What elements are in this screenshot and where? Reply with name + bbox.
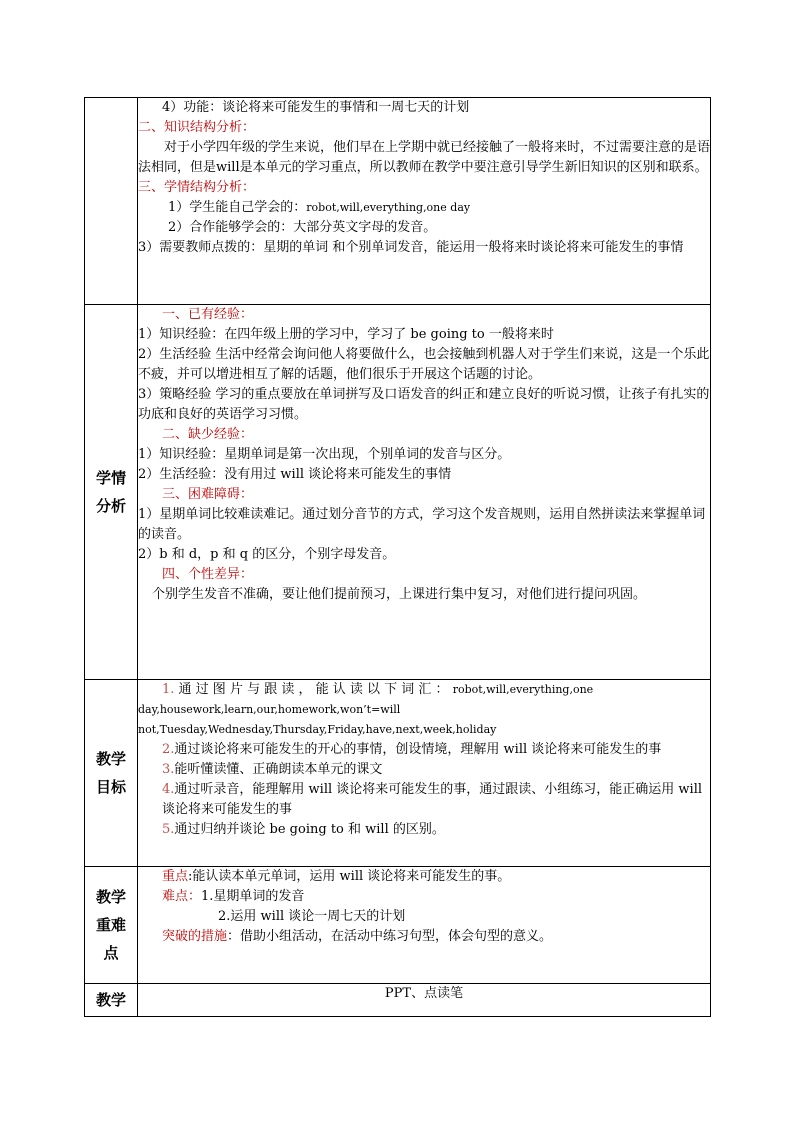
- content-cell-tools: PPT、点读笔: [138, 984, 711, 1017]
- paragraph: 2）b 和 d，p 和 q 的区分，个别字母发音。: [138, 547, 396, 562]
- section-heading: 三、学情结构分析：: [138, 180, 256, 195]
- content-cell-key-points: [138, 867, 711, 984]
- paragraph: 1）知识经验：星期单词是第一次出现，个别单词的发音与区分。: [138, 447, 511, 462]
- section-heading: 二、知识结构分析：: [138, 120, 256, 135]
- difficult-point: 难点：1.星期单词的发音: [162, 889, 305, 904]
- table-row: [85, 867, 711, 984]
- content-cell-learner: [138, 305, 711, 680]
- section-heading: 三、困难障碍：: [162, 487, 254, 502]
- section-heading: 二、缺少经验：: [162, 427, 254, 442]
- content-cell-goals: [138, 680, 711, 867]
- list-item: 1）学生能自己学会的：robot,will,everything,one day: [168, 200, 471, 215]
- paragraph: 1）星期单词比较难读难记。通过划分音节的方式，学习这个发音规则，运用自然拼读法来掌握单词的读音。: [138, 507, 706, 542]
- table-row: [85, 98, 711, 305]
- content-cell-analysis: [138, 98, 711, 305]
- goal-item: 3.能听懂读懂、正确朗读本单元的课文: [162, 762, 383, 777]
- paragraph: 2）生活经验 生活中经常会询问他人将要做什么，也会接触到机器人对于学生们来说，这是一个乐此不疲，并可以增进相互了解的话题，他们很乐于开展这个话题的讨论。: [138, 347, 710, 382]
- section-heading: 一、已有经验：: [162, 307, 254, 322]
- key-point: 重点:能认读本单元单词，运用 will 谈论将来可能发生的事。: [162, 869, 511, 884]
- table-row: [85, 680, 711, 867]
- goal-item: 5.通过归纳并谈论 be going to 和 will 的区别。: [162, 822, 445, 837]
- section-heading: 四、个性差异：: [162, 567, 254, 582]
- difficult-point: 2.运用 will 谈论一周七天的计划: [218, 909, 406, 924]
- goal-words: day,housework,learn,our,homework,won’t=will: [138, 703, 401, 716]
- table-row: [85, 305, 711, 680]
- measure: 突破的措施：借助小组活动，在活动中练习句型，体会句型的意义。: [162, 929, 553, 944]
- list-item: 3）需要教师点拨的：星期的单词 和个别单词发音，能运用一般将来时谈论将来可能发生的事情: [138, 240, 684, 255]
- paragraph: 2）生活经验：没有用过 will 谈论将来可能发生的事情: [138, 467, 452, 482]
- goal-item: 1. 通 过 图 片 与 跟 读 ， 能 认 读 以 下 词 汇 ： robot,will,everything,one: [162, 682, 594, 697]
- paragraph: 1）知识经验：在四年级上册的学习中，学习了 be going to 一般将来时: [138, 327, 554, 342]
- goal-item: 2.通过谈论将来可能发生的开心的事情，创设情境，理解用 will 谈论将来可能发生的事: [162, 742, 662, 757]
- row-label-learner-analysis: 学情 分析: [85, 305, 138, 680]
- paragraph: 3）策略经验 学习的重点要放在单词拼写及口语发音的纠正和建立良好的听说习惯，让孩子有扎实的功底和良好的英语学习习惯。: [138, 387, 710, 422]
- row-label-empty: [85, 98, 138, 305]
- list-item: 2）合作能够学会的：大部分英文字母的发音。: [168, 220, 437, 235]
- lesson-plan-table: [84, 97, 711, 1017]
- paragraph: 对于小学四年级的学生来说，他们早在上学期中就已经接触了一般将来时，不过需要注意的是语法相同，但是will是本单元的学习重点，所以教师在教学中要注意引导学生新旧知识的区别和联系。: [138, 140, 711, 175]
- row-label-key-difficult: 教学 重难 点: [85, 867, 138, 984]
- table-row: [85, 984, 711, 1017]
- paragraph: 个别学生发音不准确，要让他们提前预习，上课进行集中复习，对他们进行提问巩固。: [152, 587, 647, 602]
- function-line: 4）功能：谈论将来可能发生的事情和一周七天的计划: [162, 100, 470, 115]
- goal-words: not,Tuesday,Wednesday,Thursday,Friday,have,next,week,holiday: [138, 723, 497, 736]
- row-label-teaching-goals: 教学 目标: [85, 680, 138, 867]
- row-label-teaching-tools: 教学: [85, 984, 138, 1017]
- goal-item: 4.通过听录音，能理解用 will 谈论将来可能发生的事，通过跟读、小组练习，能正确运用 will 谈论将来可能发生的事: [162, 782, 703, 817]
